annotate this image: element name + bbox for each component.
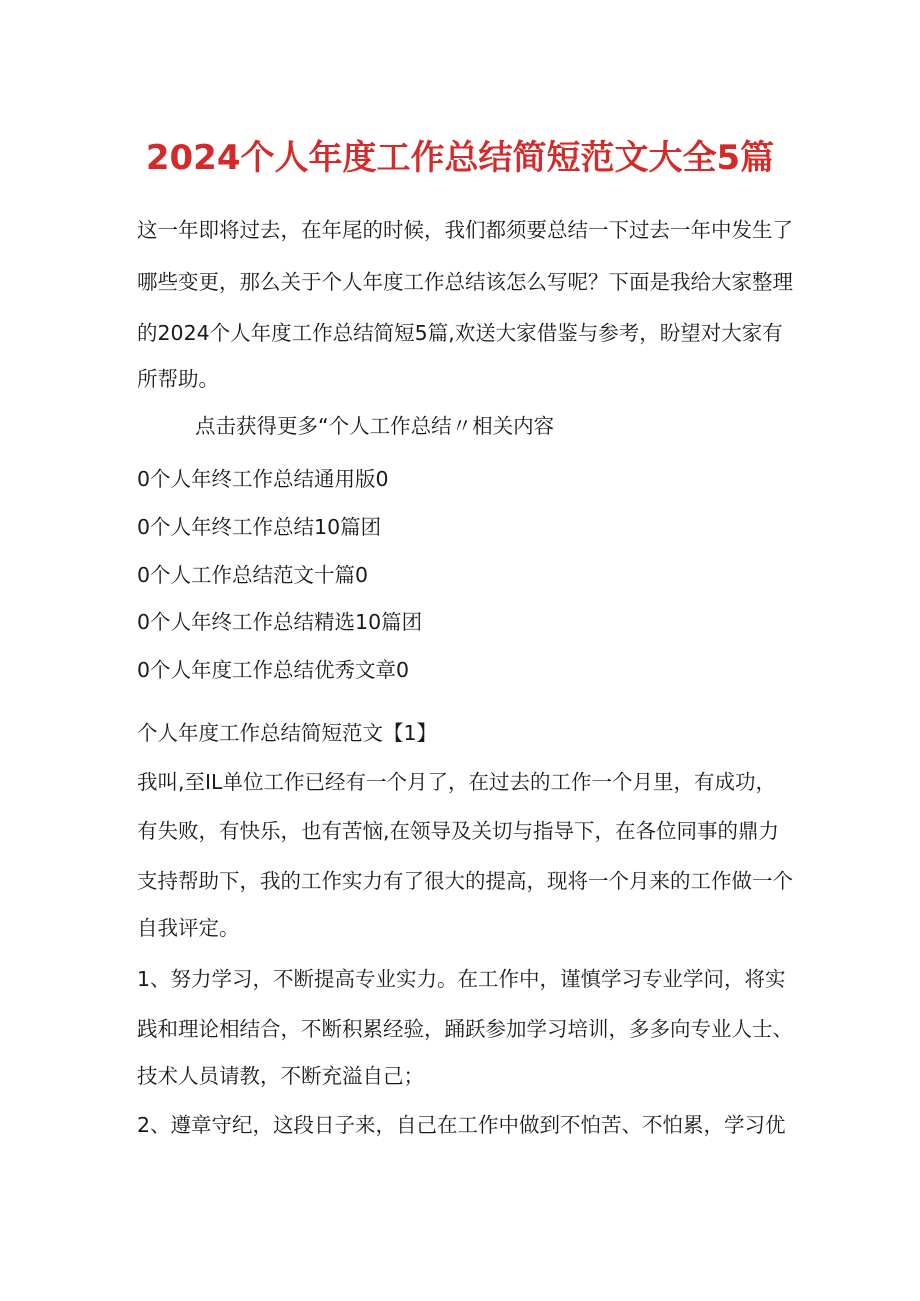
body-line: 我叫,至IL单位工作已经有一个月了，在过去的工作一个月里，有成功， [137,770,776,794]
body-line: 2、遵章守纪，这段日子来，自己在工作中做到不怕苦、不怕累，学习优 [137,1113,786,1137]
body-line: 技术人员请教，不断充溢自己； [137,1064,424,1088]
body-line: 践和理论相结合，不断积累经验，踊跃参加学习培训，多多向专业人士、 [137,1017,793,1041]
intro-line: 这一年即将过去，在年尾的时候，我们都须要总结一下过去一年中发生了 [137,218,793,242]
body-line: 有失败，有快乐，也有苦恼,在领导及关切与指导下，在各位同事的鼎力 [137,819,780,843]
body-line: 支持帮助下，我的工作实力有了很大的提高，现将一个月来的工作做一个 [137,869,793,893]
related-link[interactable]: 0个人年终工作总结10篇团 [137,515,382,539]
body-line: 自我评定。 [137,916,240,940]
related-link[interactable]: 0个人年度工作总结优秀文章0 [137,658,410,682]
body-line: 1、努力学习，不断提高专业实力。在工作中，谨慎学习专业学问，将实 [137,967,786,991]
section-heading: 个人年度工作总结简短范文【1】 [137,721,438,745]
intro-line: 的2024个人年度工作总结简短5篇,欢送大家借鉴与参考，盼望对大家有 [137,321,783,345]
intro-line: 哪些变更，那么关于个人年度工作总结该怎么写呢？下面是我给大家整理 [137,270,793,294]
intro-line: 所帮助。 [137,367,219,391]
related-link[interactable]: 0个人工作总结范文十篇0 [137,563,369,587]
related-link[interactable]: 0个人年终工作总结精选10篇团 [137,610,423,634]
document-title: 2024个人年度工作总结简短范文大全5篇 [145,138,775,178]
related-link[interactable]: 0个人年终工作总结通用版0 [137,467,389,491]
more-content-link[interactable]: 点击获得更多“个人工作总结〃相关内容 [195,414,555,438]
